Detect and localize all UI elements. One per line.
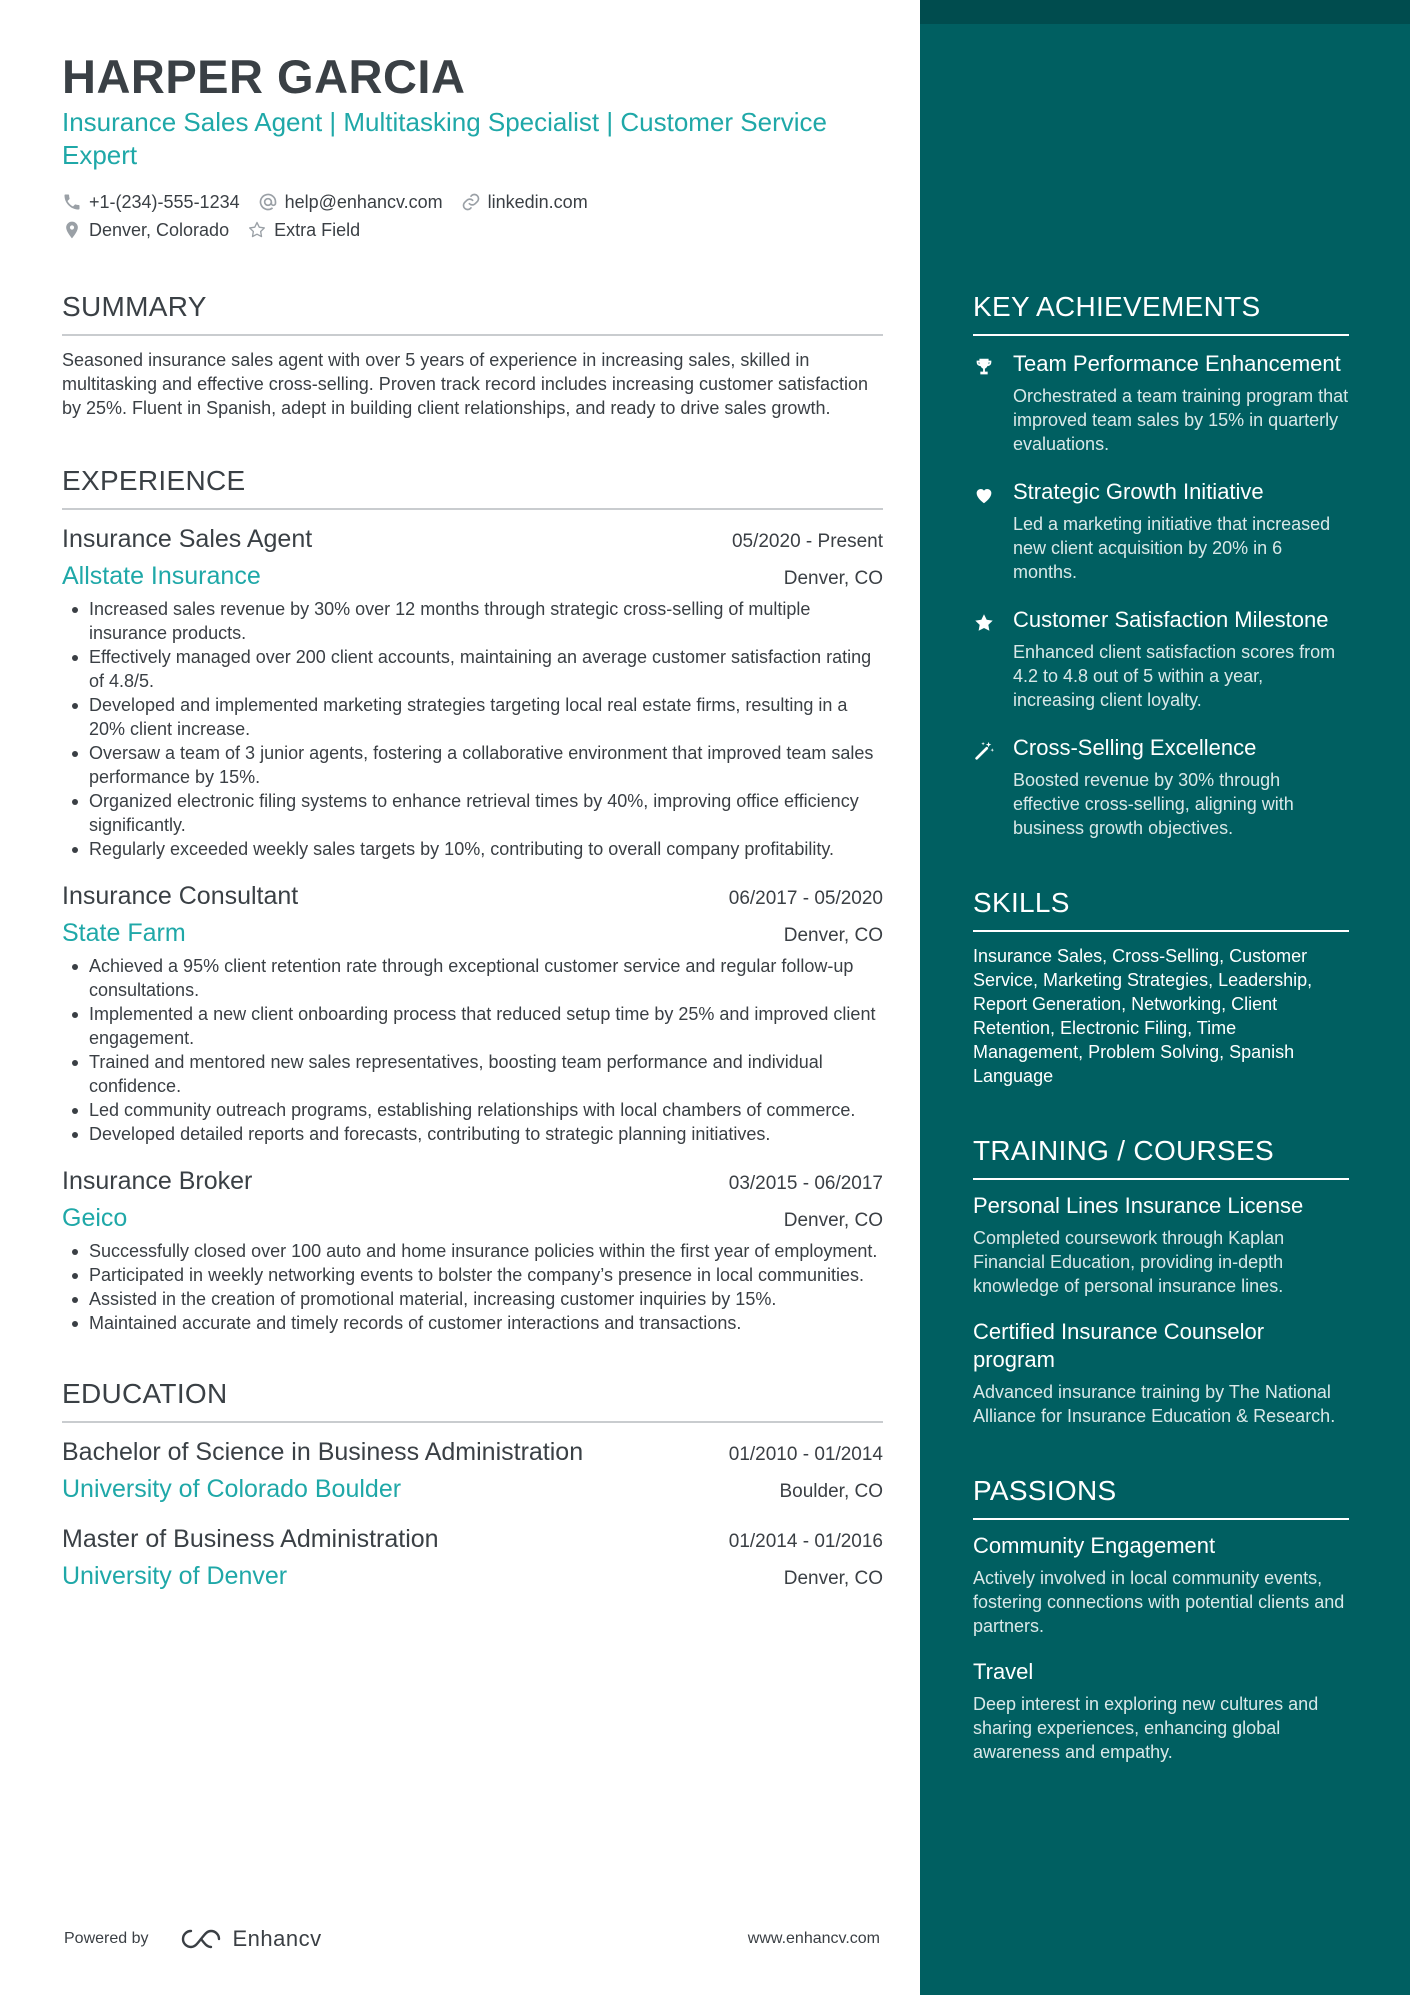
bullet-item: Assisted in the creation of promotional material, increasing customer inquiries by 15%.	[62, 1287, 883, 1311]
achievement-item	[973, 606, 1349, 712]
achievement-item	[973, 350, 1349, 456]
sidebar-top-bar	[920, 0, 1410, 24]
sidebar	[920, 0, 1410, 1995]
school-location: Boulder, CO	[779, 1481, 883, 1502]
enhancv-logo-icon	[177, 1927, 225, 1951]
experience-title: EXPERIENCE	[62, 464, 883, 510]
achievement-title: Cross-Selling Excellence	[1013, 735, 1257, 760]
contact-phone[interactable]	[62, 192, 240, 213]
passion-desc: Actively involved in local community events, fostering connections with potential clients and partners.	[973, 1568, 1345, 1636]
job-date: 06/2017 - 05/2020	[728, 888, 883, 909]
bullet-item: Maintained accurate and timely records of customer interactions and transactions.	[62, 1311, 883, 1335]
phone-text: +1-(234)-555-1234	[89, 191, 240, 212]
achievement-title: Strategic Growth Initiative	[1013, 479, 1264, 504]
education-section	[62, 1377, 883, 1591]
job-company: Geico	[62, 1204, 128, 1232]
enhancv-brand: Enhancv	[232, 1926, 322, 1951]
summary-text: Seasoned insurance sales agent with over 5 years of experience in increasing sales, skilled in multitasking and effective cross-selling. Proven track record includes increasing customer satisfaction by 25%. Fluent in Spanish, adept in building client relationships, and ready to drive sales growth.	[62, 350, 869, 418]
at-icon	[258, 192, 278, 212]
achievements-title: KEY ACHIEVEMENTS	[973, 290, 1349, 336]
skills-title: SKILLS	[973, 886, 1349, 932]
course-desc: Advanced insurance training by The National Alliance for Insurance Education & Research.	[973, 1382, 1336, 1426]
location-pin-icon	[62, 220, 82, 240]
magic-wand-icon	[973, 740, 995, 762]
job-date: 05/2020 - Present	[731, 531, 883, 552]
passions-title: PASSIONS	[973, 1474, 1349, 1520]
job-company: State Farm	[62, 919, 186, 947]
job-company: Allstate Insurance	[62, 562, 261, 590]
job-date: 03/2015 - 06/2017	[728, 1173, 883, 1194]
job-entry	[62, 1164, 883, 1335]
bullet-item: Successfully closed over 100 auto and home insurance policies within the first year of employment.	[62, 1239, 883, 1263]
bullet-item: Regularly exceeded weekly sales targets by 10%, contributing to overall company profitability.	[62, 837, 883, 861]
star-outline-icon	[247, 220, 267, 240]
passion-item	[973, 1532, 1349, 1638]
course-title: Personal Lines Insurance License	[973, 1193, 1304, 1218]
job-bullets	[62, 1239, 883, 1335]
contact-extra	[247, 220, 360, 241]
star-icon	[973, 612, 995, 634]
job-location: Denver, CO	[783, 568, 883, 589]
education-date: 01/2014 - 01/2016	[728, 1531, 883, 1552]
skills-list: Insurance Sales, Cross-Selling, Customer Service, Marketing Strategies, Leadership, Report Generation, Networking, Client Retention, Electronic Filing, Time Management, Problem Solving, Spanish Language	[973, 946, 1313, 1086]
powered-by-label: Powered by	[64, 1930, 149, 1947]
website-link[interactable]: www.enhancv.com	[747, 1930, 880, 1947]
email-text: help@enhancv.com	[284, 191, 443, 212]
achievement-title: Team Performance Enhancement	[1013, 351, 1341, 376]
achievement-desc: Orchestrated a team training program that improved team sales by 15% in quarterly evaluations.	[1013, 386, 1349, 454]
contact-info	[62, 188, 883, 244]
linkedin-text: linkedin.com	[487, 191, 588, 212]
heart-icon	[973, 484, 995, 506]
bullet-item: Organized electronic filing systems to enhance retrieval times by 40%, improving office efficiency significantly.	[62, 789, 883, 837]
phone-icon	[62, 192, 82, 212]
school-name: University of Denver	[62, 1562, 288, 1590]
course-desc: Completed coursework through Kaplan Financial Education, providing in-depth knowledge of personal insurance lines.	[973, 1228, 1285, 1296]
contact-location	[62, 220, 229, 241]
course-title: Certified Insurance Counselor program	[973, 1319, 1265, 1372]
experience-section	[62, 464, 883, 1335]
job-bullets	[62, 597, 883, 861]
location-text: Denver, Colorado	[89, 219, 230, 240]
school-name: University of Colorado Boulder	[62, 1475, 402, 1503]
bullet-item: Participated in weekly networking events to bolster the company’s presence in local communities.	[62, 1263, 883, 1287]
bullet-item: Implemented a new client onboarding process that reduced setup time by 25% and improved client engagement.	[62, 1002, 883, 1050]
bullet-item: Led community outreach programs, establishing relationships with local chambers of commerce.	[62, 1098, 883, 1122]
achievement-item	[973, 734, 1349, 840]
skills-section	[973, 886, 1349, 1088]
degree-title: Bachelor of Science in Business Administration	[62, 1438, 584, 1466]
training-title: TRAINING / COURSES	[973, 1134, 1349, 1180]
extra-text: Extra Field	[274, 219, 361, 240]
course-item	[973, 1318, 1349, 1428]
candidate-name: HARPER GARCIA	[62, 50, 466, 103]
bullet-item: Oversaw a team of 3 junior agents, fostering a collaborative environment that improved team sales performance by 15%.	[62, 741, 883, 789]
bullet-item: Increased sales revenue by 30% over 12 months through strategic cross-selling of multiple insurance products.	[62, 597, 883, 645]
achievements-section	[973, 290, 1349, 840]
education-entry	[62, 1522, 883, 1591]
achievement-desc: Led a marketing initiative that increased new client acquisition by 20% in 6 months.	[1013, 514, 1331, 582]
passion-title: Community Engagement	[973, 1533, 1216, 1558]
training-section	[973, 1134, 1349, 1428]
achievement-title: Customer Satisfaction Milestone	[1013, 607, 1329, 632]
trophy-icon	[973, 356, 995, 378]
passions-section	[973, 1474, 1349, 1764]
candidate-headline: Insurance Sales Agent | Multitasking Specialist | Customer Service Expert	[62, 107, 827, 170]
powered-by[interactable]	[64, 1926, 322, 1952]
job-entry	[62, 879, 883, 1146]
bullet-item: Trained and mentored new sales representatives, boosting team performance and individual confidence.	[62, 1050, 883, 1098]
job-location: Denver, CO	[783, 925, 883, 946]
job-title: Insurance Sales Agent	[62, 525, 313, 553]
contact-email[interactable]	[258, 192, 443, 213]
education-entry	[62, 1435, 883, 1504]
passion-item	[973, 1658, 1349, 1764]
job-title: Insurance Broker	[62, 1167, 253, 1195]
footer	[64, 1926, 880, 1952]
bullet-item: Effectively managed over 200 client accounts, maintaining an average customer satisfaction rating of 4.8/5.	[62, 645, 883, 693]
achievement-desc: Boosted revenue by 30% through effective cross-selling, aligning with business growth objectives.	[1013, 770, 1294, 838]
passion-title: Travel	[973, 1659, 1034, 1684]
contact-linkedin[interactable]	[461, 192, 588, 213]
job-bullets	[62, 954, 883, 1146]
degree-title: Master of Business Administration	[62, 1525, 439, 1553]
link-icon	[461, 192, 481, 212]
bullet-item: Achieved a 95% client retention rate through exceptional customer service and regular follow-up consultations.	[62, 954, 883, 1002]
passion-desc: Deep interest in exploring new cultures and sharing experiences, enhancing global awareness and empathy.	[973, 1694, 1319, 1762]
education-date: 01/2010 - 01/2014	[728, 1444, 883, 1465]
course-item	[973, 1192, 1349, 1298]
summary-title: SUMMARY	[62, 290, 883, 336]
bullet-item: Developed and implemented marketing strategies targeting local real estate firms, resulting in a 20% client increase.	[62, 693, 883, 741]
achievement-desc: Enhanced client satisfaction scores from 4.2 to 4.8 out of 5 within a year, increasing client loyalty.	[1013, 642, 1336, 710]
bullet-item: Developed detailed reports and forecasts, contributing to strategic planning initiatives.	[62, 1122, 883, 1146]
job-title: Insurance Consultant	[62, 882, 299, 910]
school-location: Denver, CO	[783, 1568, 883, 1589]
job-location: Denver, CO	[783, 1210, 883, 1231]
achievement-item	[973, 478, 1349, 584]
job-entry	[62, 522, 883, 861]
education-title: EDUCATION	[62, 1377, 883, 1423]
summary-section	[62, 290, 883, 420]
